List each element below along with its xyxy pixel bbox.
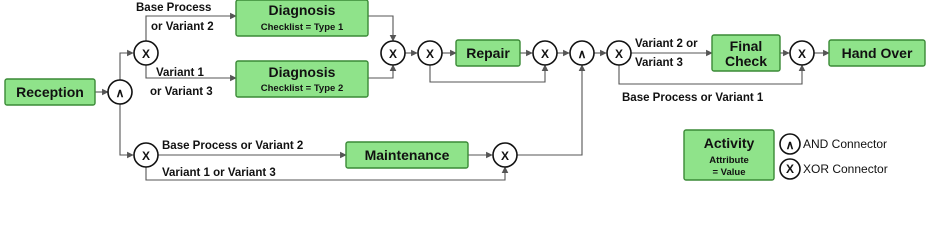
- and-split-symbol: ∧: [115, 86, 125, 100]
- xor-repair-split-connector: [418, 41, 442, 65]
- xor-diagnosis-split-connector: [134, 41, 158, 65]
- legend-activity-title: Activity: [703, 135, 755, 151]
- activity-final-check-line1: Final: [729, 38, 763, 54]
- activity-diagnosis-1-title: Diagnosis: [268, 2, 336, 18]
- label-base-or-variant-1: Base Process or Variant 1: [622, 92, 764, 104]
- activity-diagnosis-1: [236, 0, 368, 36]
- xor-final-check-join-connector: [790, 41, 814, 65]
- label-maint-base-or-variant-2: Base Process or Variant 2: [162, 140, 304, 152]
- activity-hand-over-label: Hand Over: [841, 45, 913, 61]
- xor-maintenance-join-symbol: X: [500, 149, 510, 163]
- xor-repair-join-symbol: X: [540, 47, 550, 61]
- edge-xor-maint-join-to-and-join: [517, 65, 582, 155]
- legend-activity-box: [684, 130, 774, 180]
- xor-maintenance-join-connector: [493, 143, 517, 167]
- legend-and-connector: [780, 134, 800, 154]
- label-variant-1-or-3-line2: or Variant 3: [150, 86, 213, 98]
- label-variant-2-or-3-line1: Variant 2 or: [635, 38, 698, 50]
- edge-diagnosis-2-to-xor-join: [368, 65, 393, 78]
- legend-attribute-line2: = Value: [712, 167, 746, 178]
- xor-maintenance-split-symbol: X: [141, 149, 151, 163]
- xor-repair-join-connector: [533, 41, 557, 65]
- activity-diagnosis-2-attribute: Checklist = Type 2: [260, 83, 344, 94]
- activity-diagnosis-2-title: Diagnosis: [268, 64, 336, 80]
- and-join-connector: [570, 41, 594, 65]
- legend-xor-label: XOR Connector: [803, 162, 888, 176]
- label-variant-2-or-3-line2: Variant 3: [635, 57, 683, 69]
- activity-final-check: [712, 35, 780, 71]
- legend-and-symbol: ∧: [785, 138, 795, 152]
- xor-diagnosis-join-symbol: X: [388, 47, 398, 61]
- xor-diagnosis-split-symbol: X: [141, 47, 151, 61]
- edge-and-split-to-xor-diag-split: [120, 53, 133, 80]
- activity-reception: [5, 79, 95, 105]
- xor-final-check-split-symbol: X: [614, 47, 624, 61]
- legend-xor-connector: [780, 159, 800, 179]
- legend-attribute-line1: Attribute: [709, 155, 749, 166]
- activity-maintenance-label: Maintenance: [364, 147, 450, 163]
- xor-final-check-split-connector: [607, 41, 631, 65]
- legend: [684, 130, 888, 180]
- activity-maintenance: [346, 142, 468, 168]
- activity-repair-label: Repair: [466, 45, 510, 61]
- and-join-symbol: ∧: [577, 47, 587, 61]
- activity-hand-over: [829, 40, 925, 66]
- label-base-or-variant-2-line1: Base Process: [136, 2, 212, 14]
- legend-xor-symbol: X: [785, 162, 795, 176]
- label-maint-variant-1-or-3: Variant 1 or Variant 3: [162, 167, 276, 179]
- label-variant-1-or-3-line1: Variant 1: [156, 67, 204, 79]
- xor-final-check-join-symbol: X: [797, 47, 807, 61]
- activity-diagnosis-2: [236, 61, 368, 97]
- edge-and-split-to-xor-maint-split: [120, 104, 133, 155]
- activity-reception-label: Reception: [16, 84, 84, 100]
- xor-repair-split-symbol: X: [425, 47, 435, 61]
- activity-repair: [456, 40, 520, 66]
- label-base-or-variant-2-line2: or Variant 2: [151, 21, 214, 33]
- activity-diagnosis-1-attribute: Checklist = Type 1: [260, 22, 344, 33]
- xor-maintenance-split-connector: [134, 143, 158, 167]
- edge-diagnosis-1-to-xor-join: [368, 16, 393, 41]
- xor-diagnosis-join-connector: [381, 41, 405, 65]
- and-split-connector: [108, 80, 132, 104]
- edge-bypass-repair: [430, 65, 545, 82]
- activity-final-check-line2: Check: [724, 53, 768, 69]
- legend-and-label: AND Connector: [803, 137, 888, 151]
